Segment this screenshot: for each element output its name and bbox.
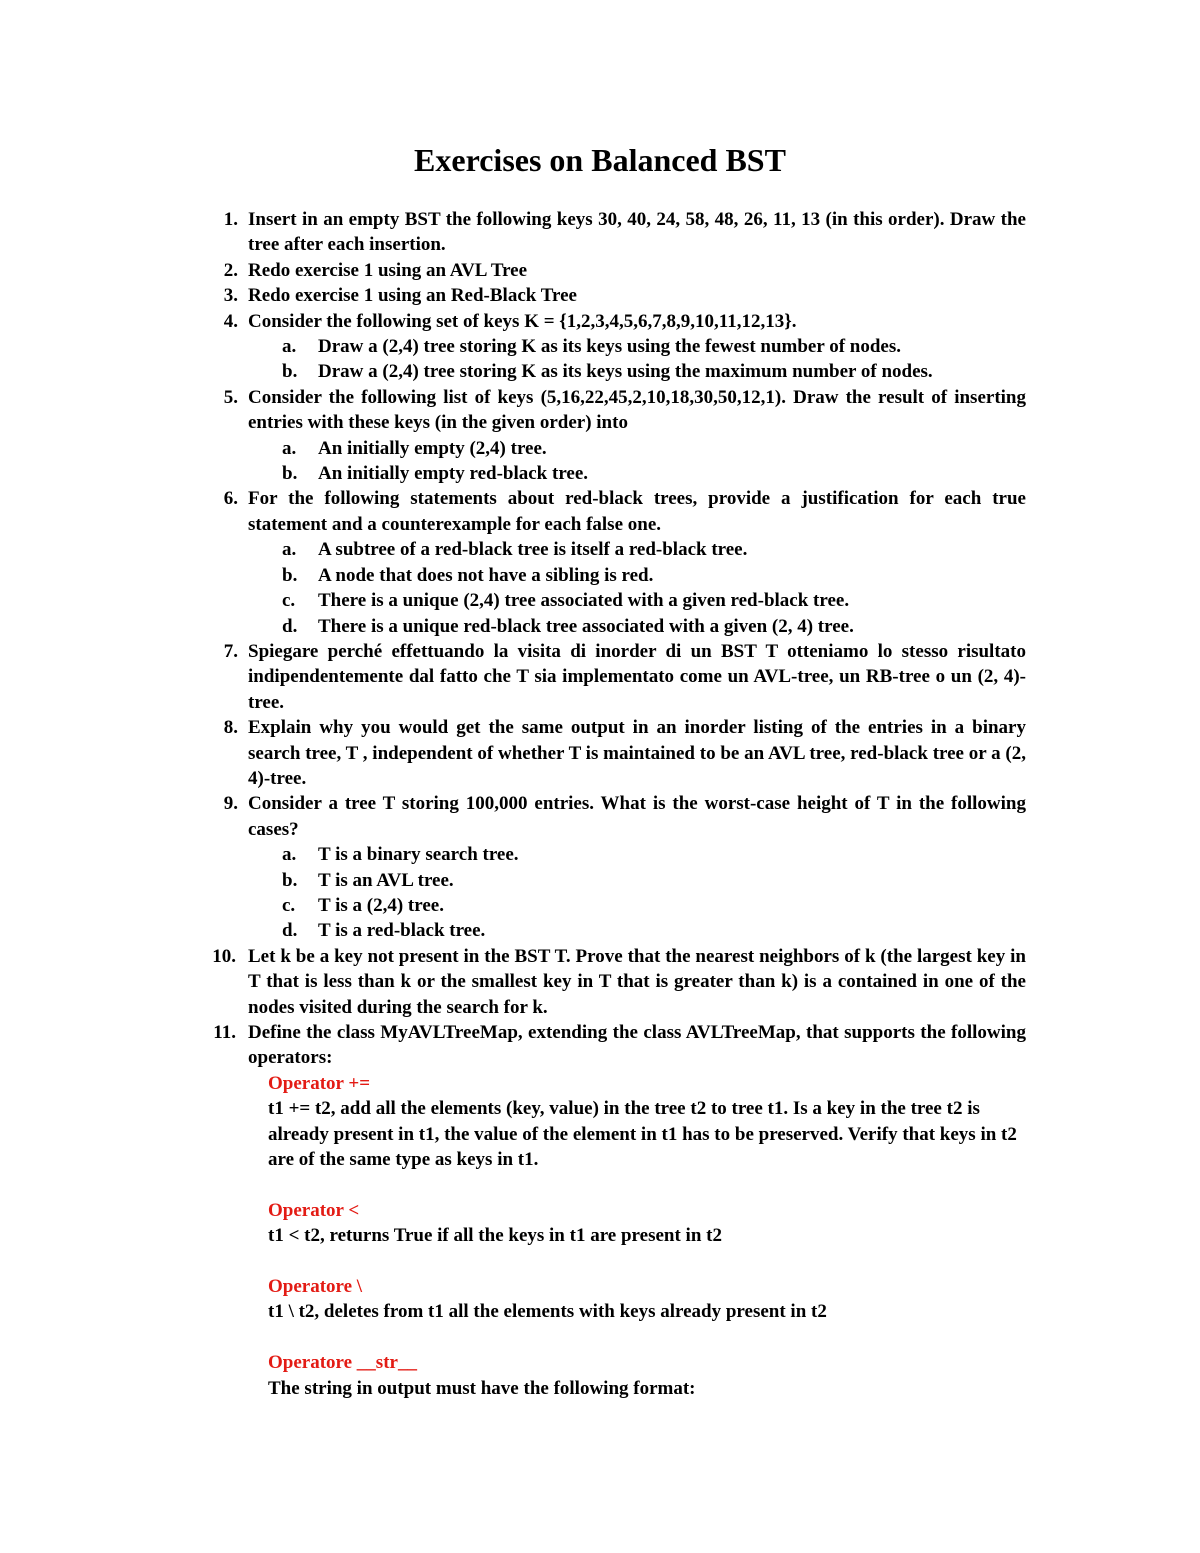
- sub-item-letter: d.: [282, 920, 298, 942]
- item-number: 6.: [223, 488, 238, 510]
- sub-item-text: T is an AVL tree.: [318, 869, 454, 891]
- item-text: Let k be a key not present in the BST T. Prove that the nearest neighbors of k (the largest key in T that is less than k or the smallest key in T that is greater than k) is a contained in one of the nodes visited during the search for k.: [248, 945, 1026, 1018]
- sub-item-text: An initially empty red-black tree.: [318, 463, 589, 485]
- sub-item-text: There is a unique red-black tree associated with a given (2, 4) tree.: [318, 615, 854, 637]
- sub-item: [210, 614, 1026, 639]
- item-text: Spiegare perché effettuando la visita di inorder di un BST T otteniamo lo stesso risultato indipendentemente dal fatto che T sia implementato come un AVL-tree, un RB-tree o un (2, 4)-tree.: [248, 640, 1026, 713]
- item-number: 7.: [223, 640, 238, 662]
- sub-item: [210, 893, 1026, 918]
- sub-item-text: A subtree of a red-black tree is itself a red-black tree.: [318, 539, 748, 561]
- exercise-item: [210, 207, 1026, 258]
- item-number: 2.: [223, 259, 238, 281]
- exercise-item: [210, 791, 1026, 842]
- item-text: Consider the following set of keys K = {1,2,3,4,5,6,7,8,9,10,11,12,13}.: [248, 310, 797, 332]
- sub-item: [210, 359, 1026, 384]
- operator-title: Operatore \: [268, 1276, 363, 1298]
- exercise-item: [210, 283, 1026, 308]
- item-number: 5.: [223, 386, 238, 408]
- operator-description: The string in output must have the following format:: [268, 1377, 696, 1399]
- sub-item-letter: d.: [282, 615, 298, 637]
- item-text: Explain why you would get the same output in an inorder listing of the entries in a binary search tree, T , independent of whether T is maintained to be an AVL tree, red-black tree or a (2, 4)-tree.: [248, 717, 1026, 789]
- sub-item: [210, 868, 1026, 893]
- sub-item-text: T is a red-black tree.: [318, 920, 486, 942]
- exercise-item: [210, 944, 1026, 1020]
- sub-item-letter: c.: [282, 894, 296, 916]
- sub-item-letter: b.: [282, 869, 298, 891]
- sub-item: [210, 842, 1026, 867]
- operator-description: t1 += t2, add all the elements (key, value) in the tree t2 to tree t1. Is a key in the tree t2 is already present in t1, the value of the element in t1 has to be preserved. Verify that keys in t2 are of the same type as keys in t1.: [268, 1098, 1017, 1171]
- sub-item-letter: b.: [282, 361, 298, 383]
- operator-title: Operator <: [268, 1199, 360, 1221]
- sub-item-letter: a.: [282, 844, 297, 866]
- sub-item-text: An initially empty (2,4) tree.: [318, 437, 547, 459]
- item-number: 1.: [223, 209, 238, 230]
- sub-item-letter: b.: [282, 463, 298, 485]
- item-text: For the following statements about red-black trees, provide a justification for each true statement and a counterexample for each false one.: [248, 488, 1026, 535]
- exercise-item: [210, 486, 1026, 537]
- item-number: 8.: [223, 717, 238, 739]
- operator-section: [210, 1071, 1026, 1401]
- sub-item-text: There is a unique (2,4) tree associated with a given red-black tree.: [318, 590, 850, 612]
- item-number: 11.: [213, 1022, 236, 1043]
- exercise-list: [210, 207, 1026, 1401]
- item-text: Consider a tree T storing 100,000 entries. What is the worst-case height of T in the following cases?: [248, 793, 1026, 840]
- item-text: Redo exercise 1 using an Red-Black Tree: [248, 285, 577, 307]
- item-text: Insert in an empty BST the following keys 30, 40, 24, 58, 48, 26, 11, 13 (in this order). Draw the tree after each insertion.: [248, 209, 1026, 256]
- sub-item-letter: a.: [282, 437, 297, 459]
- item-text: Consider the following list of keys (5,16,22,45,2,10,18,30,50,12,1). Draw the result of inserting entries with these keys (in the given order) into: [248, 386, 1026, 434]
- item-number: 3.: [223, 285, 238, 307]
- item-number: 9.: [223, 793, 238, 815]
- sub-item-letter: a.: [282, 539, 297, 561]
- exercise-item: [210, 639, 1026, 715]
- sub-item-text: T is a binary search tree.: [318, 844, 519, 866]
- exercise-item: [210, 715, 1026, 791]
- item-number: 4.: [223, 310, 238, 332]
- sub-item-letter: a.: [282, 336, 297, 358]
- item-text: Redo exercise 1 using an AVL Tree: [248, 259, 528, 281]
- exercise-item: [210, 1020, 1026, 1071]
- sub-item-letter: b.: [282, 564, 298, 586]
- sub-item: [210, 461, 1026, 486]
- item-text: Define the class MyAVLTreeMap, extending the class AVLTreeMap, that supports the following operators:: [248, 1022, 1026, 1069]
- page-title: Exercises on Balanced BST: [414, 142, 786, 178]
- sub-item: [210, 588, 1026, 613]
- sub-item: [210, 537, 1026, 562]
- sub-item-text: T is a (2,4) tree.: [318, 894, 444, 916]
- sub-item: [210, 436, 1026, 461]
- sub-item-text: A node that does not have a sibling is red.: [318, 564, 654, 586]
- sub-item: [210, 918, 1026, 943]
- exercise-item: [210, 309, 1026, 334]
- sub-item: [210, 334, 1026, 359]
- sub-item-text: Draw a (2,4) tree storing K as its keys using the fewest number of nodes.: [318, 336, 901, 358]
- sub-item-letter: c.: [282, 590, 296, 612]
- exercise-item: [210, 385, 1026, 436]
- item-number: 10.: [212, 945, 236, 967]
- operator-title: Operatore __str__: [268, 1352, 417, 1374]
- sub-item-text: Draw a (2,4) tree storing K as its keys using the maximum number of nodes.: [318, 361, 933, 383]
- sub-item: [210, 563, 1026, 588]
- operator-description: t1 \ t2, deletes from t1 all the elements with keys already present in t2: [268, 1301, 827, 1323]
- operator-description: t1 < t2, returns True if all the keys in t1 are present in t2: [268, 1225, 722, 1247]
- exercise-item: [210, 258, 1026, 283]
- operator-title: Operator +=: [268, 1072, 371, 1094]
